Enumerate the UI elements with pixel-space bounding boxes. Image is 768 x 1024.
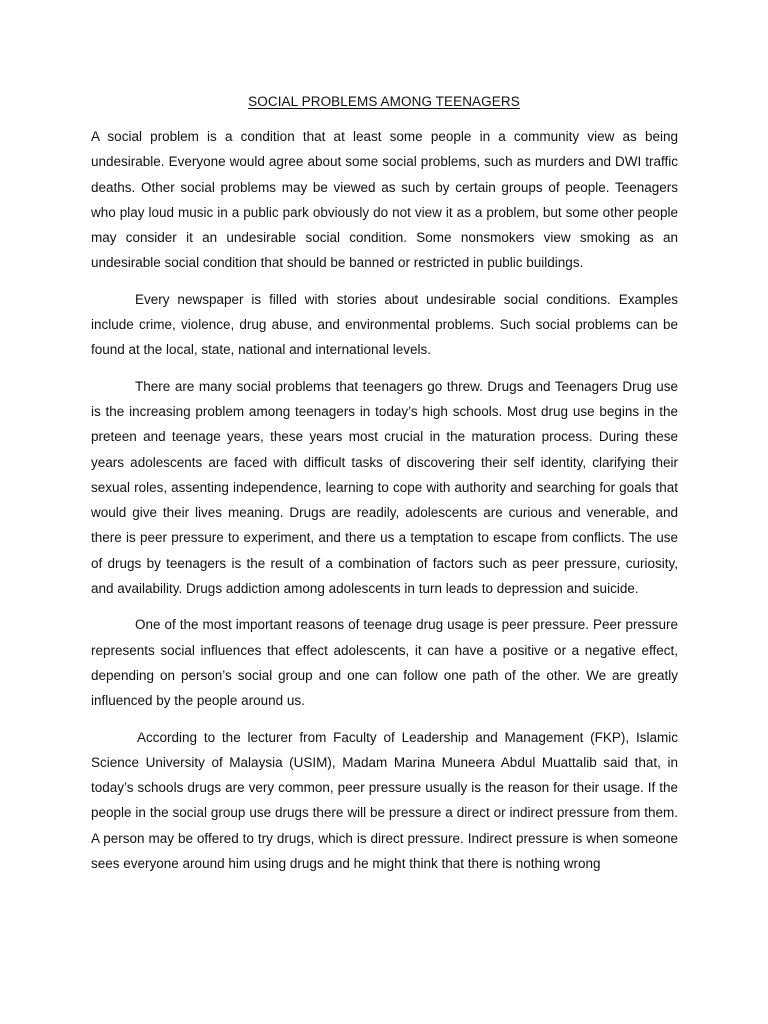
paragraph-lecturer-quote: According to the lecturer from Faculty of Leadership and Management (FKP), Islamic Science University of Malaysia (USIM), Madam Marina Muneera Abdul Muattalib said that, in today’s schools drugs are very common, peer pressure usually is the reason for their usage. If the people in the social group use drugs there will be pressure a direct or indirect pressure from them. A person may be offered to try drugs, which is direct pressure. Indirect pressure is when someone sees everyone around him using drugs and he might think that there is nothing wrong xyxy=(91,729,678,872)
paragraph-social-problem-definition: A social problem is a condition that at least some people in a community view as being undesirable. Everyone would agree about some social problems, such as murders and DWI traffic deaths. Other social problems may be viewed as such by certain groups of people. Teenagers who play loud music in a public park obviously do not view it as a problem, but some other people may consider it an undesirable social condition. Some nonsmokers view smoking as an undesirable social condition that should be banned or restricted in public buildings. xyxy=(91,129,678,271)
document-body xyxy=(91,124,678,876)
paragraph-newspaper-examples: Every newspaper is filled with stories about undesirable social conditions. Examples include crime, violence, drug abuse, and environmental problems. Such social problems can be found at the local, state, national and international levels. xyxy=(91,291,678,358)
paragraph-drugs-and-teenagers: There are many social problems that teenagers go threw. Drugs and Teenagers Drug use is the increasing problem among teenagers in today’s high schools. Most drug use begins in the preteen and teenage years, these years most crucial in the maturation process. During these years adolescents are faced with difficult tasks of discovering their self identity, clarifying their sexual roles, assenting independence, learning to cope with authority and searching for goals that would give their lives meaning. Drugs are readily, adolescents are curious and venerable, and there is peer pressure to experiment, and there us a temptation to escape from conflicts. The use of drugs by teenagers is the result of a combination of factors such as peer pressure, curiosity, and availability. Drugs addiction among adolescents in turn leads to depression and suicide. xyxy=(91,378,678,597)
paragraph-peer-pressure: One of the most important reasons of teenage drug usage is peer pressure. Peer pressure represents social influences that effect adolescents, it can have a positive or a negative effect, depending on person’s social group and one can follow one path of the other. We are greatly influenced by the people around us. xyxy=(91,617,678,709)
document-title: SOCIAL PROBLEMS AMONG TEENAGERS xyxy=(248,94,520,109)
